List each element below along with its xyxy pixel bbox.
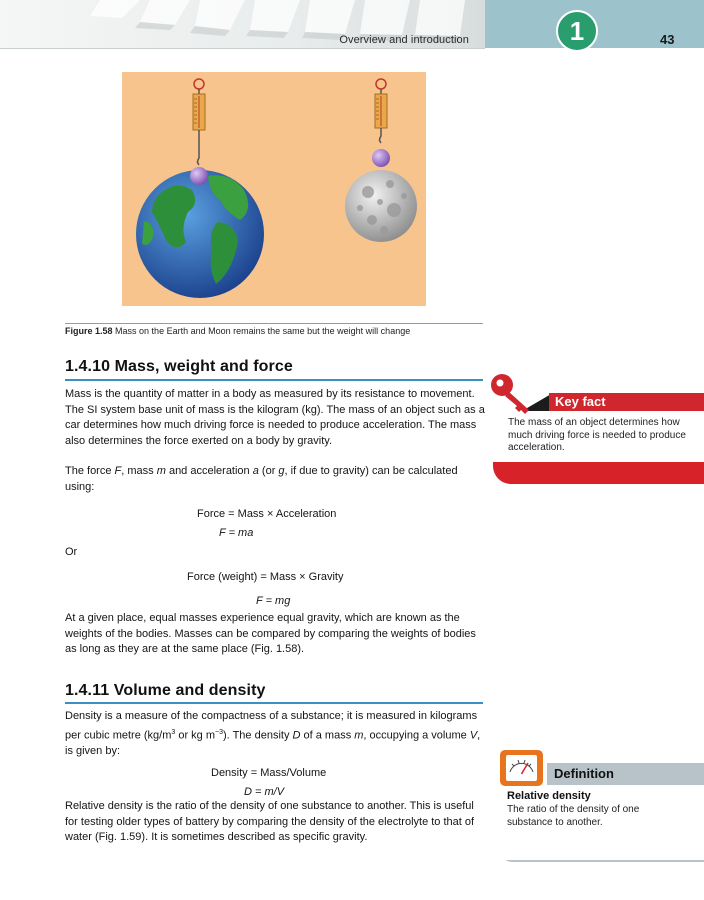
section-heading-volume-density: 1.4.11 Volume and density (65, 682, 266, 699)
equation-density: Density = Mass/Volume (211, 767, 327, 779)
heading-rule (65, 379, 483, 381)
spring-scale-icon (193, 79, 205, 165)
definition-term: Relative density (507, 790, 591, 802)
heading-rule (65, 702, 483, 704)
caption-label: Figure 1.58 (65, 326, 113, 336)
running-header: Overview and introduction (339, 34, 469, 46)
equation-f-mg: F = mg (256, 595, 291, 607)
moon-icon (345, 149, 417, 242)
equation-f-ma: F = ma (219, 527, 254, 539)
key-fact-label: Key fact (549, 393, 704, 411)
definition-text: The ratio of the density of one substance to another. (507, 804, 640, 828)
meter-icon (498, 748, 545, 788)
or-label: Or (65, 546, 78, 558)
caption-text: Mass on the Earth and Moon remains the same but the weight will change (115, 326, 411, 336)
earth-icon (136, 167, 264, 298)
key-icon (489, 372, 537, 414)
equation-weight: Force (weight) = Mass × Gravity (187, 571, 344, 583)
equation-force: Force = Mass × Acceleration (197, 508, 337, 520)
definition-label: Definition (547, 763, 704, 785)
section-heading-mass-weight-force: 1.4.10 Mass, weight and force (65, 358, 293, 375)
paragraph-force-intro: The force F, mass m and acceleration a (or g, if due to gravity) can be calculated using: (65, 465, 458, 493)
figure-caption (65, 326, 485, 336)
spring-scale-icon (375, 79, 387, 143)
paragraph-weights: At a given place, equal masses experience equal gravity, which are known as the weights of the bodies. Masses can be compared by comparing the weights of bodies as long as they are at the same place (Fig. 1.58). (65, 612, 476, 655)
key-fact-text: The mass of an object determines how much driving force is needed to produce acceleration. (508, 417, 686, 453)
paragraph-mass-definition: Mass is the quantity of matter in a body as measured by its resistance to movement. The SI system base unit of mass is the kilogram (kg). The mass of an object such as a car determines how much driving force is needed to produce acceleration. The mass also determines the force exerted on a body by gravity. (65, 388, 485, 447)
page-number: 43 (660, 32, 675, 47)
caption-rule (65, 323, 483, 324)
paragraph-density-definition: Density is a measure of the compactness of a substance; it is measured in kilograms per cubic metre ($kg/m^3$ or kg $m^{-3}$). The density D of a mass m, occupying a volume V, is given by: (65, 710, 481, 757)
header-rule (0, 48, 485, 49)
paragraph-relative-density: Relative density is the ratio of the density of one substance to another. This is useful for testing older types of battery by comparing the density of the electrolyte to that of water (Fig. 1.59). It is sometimes described as specific gravity. (65, 800, 475, 843)
chapter-badge: 1 (556, 10, 598, 52)
figure-earth-moon (122, 72, 426, 306)
equation-d-m-v: D = m/V (244, 786, 285, 798)
key-fact-tail (493, 462, 704, 484)
